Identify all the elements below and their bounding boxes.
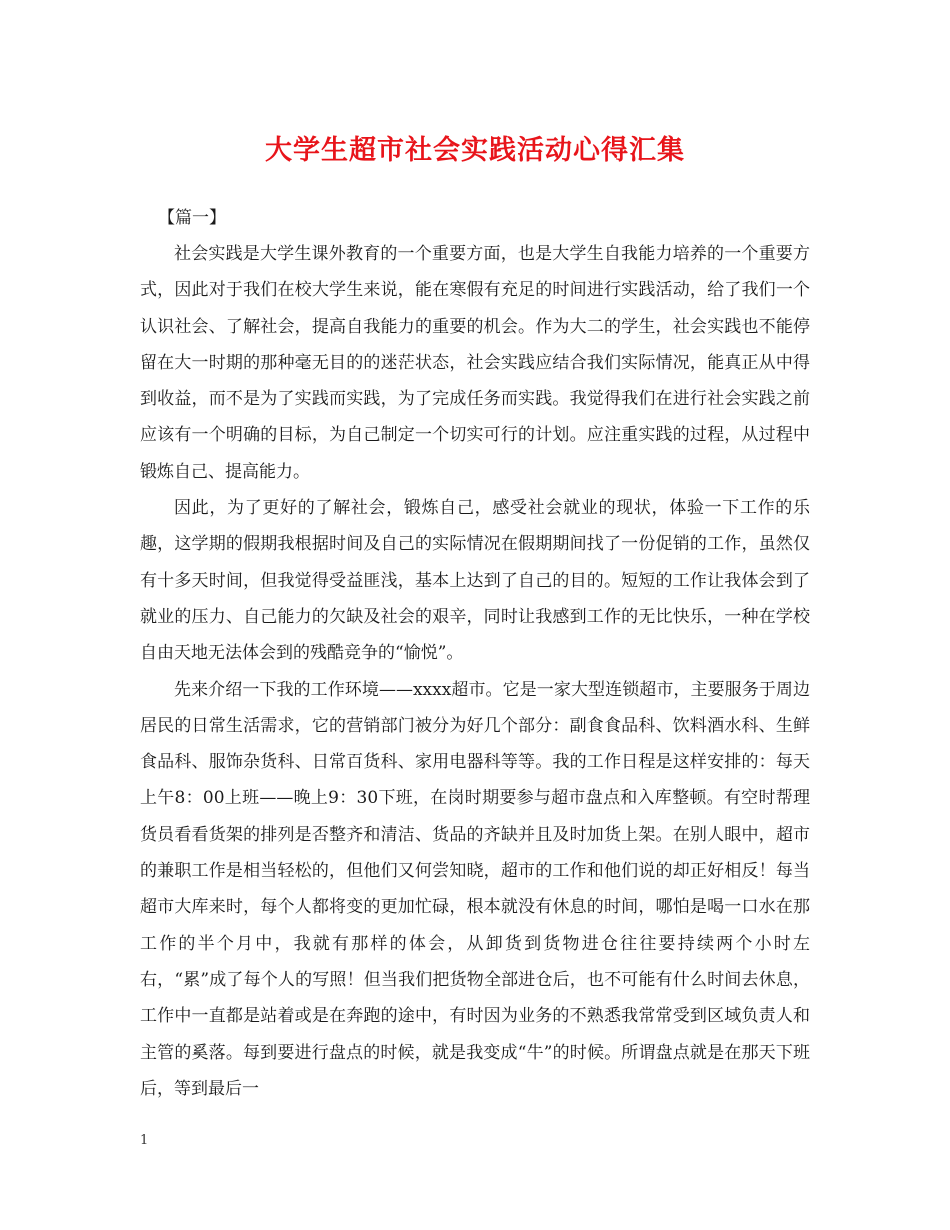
paragraph-3: 先来介绍一下我的工作环境——xxxx超市。它是一家大型连锁超市，主要服务于周边居民的日常生活需求，它的营销部门被分为好几个部分：副食食品科、饮料酒水科、生鲜食品科、服饰杂货科、日常百货科、家用电器科等等。我的工作日程是这样安排的：每天上午8：00上班——晚上9：30下班，在岗时期要参与超市盘点和入库整顿。有空时帮理货员看看货架的排列是否整齐和清洁、货品的齐缺并且及时加货上架。在别人眼中，超市的兼职工作是相当轻松的，但他们又何尝知晓，超市的工作和他们说的却正好相反！每当超市大库来时，每个人都将变的更加忙碌，根本就没有休息的时间，哪怕是喝一口水在那工作的半个月中，我就有那样的体会，从卸货到货物进仓往往要持续两个小时左右，“累”成了每个人的写照！但当我们把货物全部进仓后，也不可能有什么时间去休息，工作中一直都是站着或是在奔跑的途中，有时因为业务的不熟悉我常常受到区域负责人和主管的奚落。每到要进行盘点的时候，就是我变成“牛”的时候。所谓盘点就是在那天下班后，等到最后一 <box>140 679 810 1099</box>
section-label: 【篇一】 <box>158 208 226 228</box>
document-title: 大学生超市社会实践活动心得汇集 <box>265 135 685 166</box>
paragraph-2: 因此，为了更好的了解社会，锻炼自己，感受社会就业的现状，体验一下工作的乐趣，这学期的假期我根据时间及自己的实际情况在假期期间找了一份促销的工作，虽然仅有十多天时间，但我觉得受益匪浅，基本上达到了自己的目的。短短的工作让我体会到了就业的压力、自己能力的欠缺及社会的艰辛，同时让我感到工作的无比快乐，一种在学校自由天地无法体会到的残酷竞争的“愉悦”。 <box>140 498 810 664</box>
page-number: 1 <box>140 1133 149 1148</box>
paragraph-1: 社会实践是大学生课外教育的一个重要方面，也是大学生自我能力培养的一个重要方式，因此对于我们在校大学生来说，能在寒假有充足的时间进行实践活动，给了我们一个认识社会、了解社会，提高自我能力的重要的机会。作为大二的学生，社会实践也不能停留在大一时期的那种毫无目的的迷茫状态，社会实践应结合我们实际情况，能真正从中得到收益，而不是为了实践而实践，为了完成任务而实践。我觉得我们在进行社会实践之前应该有一个明确的目标，为自己制定一个切实可行的计划。应注重实践的过程，从过程中锻炼自己、提高能力。 <box>140 244 810 482</box>
document-body <box>140 200 810 1107</box>
